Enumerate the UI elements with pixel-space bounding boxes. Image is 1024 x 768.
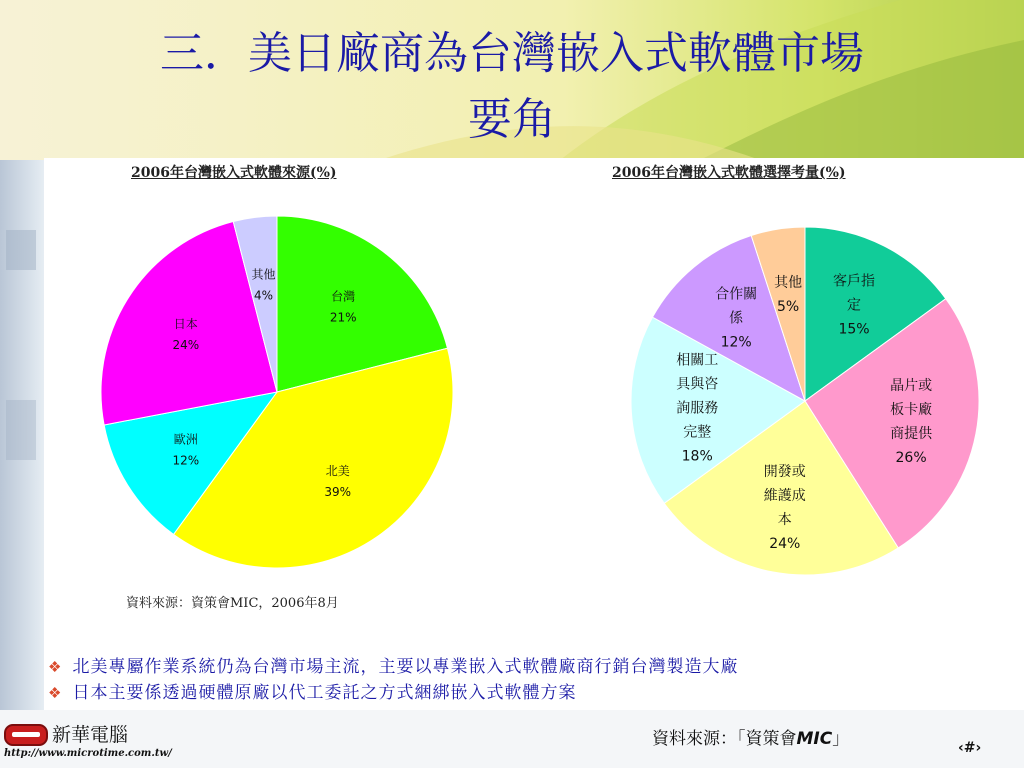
pie-slice-value: 39%	[324, 485, 352, 500]
pie-slice-value: 24%	[172, 337, 200, 352]
bullet-item	[44, 652, 738, 677]
pie-slice-value: 15%	[838, 321, 870, 338]
pie-slice-name: 日本	[173, 316, 198, 331]
footer-source-suffix: 」	[832, 729, 850, 749]
pie-slice-name: 台灣	[331, 289, 356, 304]
pie-slice-name: 板卡廠	[890, 402, 933, 419]
footer-source-mic: MIC	[796, 729, 833, 749]
bullet-marker-icon: ❖	[48, 658, 63, 676]
microtime-badge-icon	[4, 724, 48, 746]
pie-slice-name: 本	[777, 511, 792, 528]
company-name: 新華電腦	[52, 724, 129, 746]
pie-slice-name: 晶片或	[890, 378, 933, 395]
company-logo	[4, 720, 172, 766]
pie-slice-name: 客戶指	[833, 273, 876, 290]
bullet-marker-icon: ❖	[48, 684, 63, 702]
pie-slice-name: 維護成	[763, 487, 806, 504]
chart-source-note: 資料來源：資策會MIC，2006年8月	[126, 596, 339, 611]
pie-slice-value: 26%	[895, 450, 927, 467]
footer-source	[652, 724, 849, 749]
pie-slice-name: 相關工	[676, 352, 719, 369]
pie-slice-name: 商提供	[890, 426, 933, 443]
bullet-text: 北美專屬作業系統仍為台灣市場主流，主要以專業嵌入式軟體廠商行銷台灣製造大廠	[72, 657, 739, 677]
pie-slice-name: 詢服務	[676, 400, 719, 417]
pie-slice-label	[676, 352, 718, 465]
pie-slice-value: 12%	[172, 453, 200, 468]
pie-slice-value: 12%	[720, 334, 752, 351]
pie-slice-name: 其他	[251, 267, 276, 282]
pie-slice-name: 開發或	[763, 463, 806, 480]
bullet-text: 日本主要係透過硬體原廠以代工委託之方式綑綁嵌入式軟體方案	[72, 683, 577, 703]
pie-slice-name: 其他	[774, 275, 803, 292]
bullet-item	[44, 678, 576, 703]
chart2-title: 2006年台灣嵌入式軟體選擇考量(%)	[612, 165, 846, 181]
footer-source-prefix: 資料來源：「資策會	[652, 729, 797, 749]
pie-slice-name: 歐洲	[173, 432, 198, 447]
pie-slice-name: 完整	[683, 424, 712, 441]
pie-slice-name: 北美	[325, 464, 350, 479]
pie-slice-name: 係	[729, 310, 744, 327]
pie-slice-value: 5%	[776, 299, 800, 316]
pie-slice-name: 定	[847, 297, 862, 314]
pie-slice-value: 18%	[681, 448, 713, 465]
company-url: http://www.microtime.com.tw/	[4, 748, 172, 759]
page-number: ‹#›	[958, 740, 982, 756]
chart1-title: 2006年台灣嵌入式軟體來源(%)	[131, 165, 337, 181]
slide-title-line2: 要角	[468, 94, 556, 145]
pie-slice-value: 21%	[329, 310, 357, 325]
pie-slice-name: 合作關	[715, 286, 758, 303]
pie-slice-value: 24%	[769, 535, 801, 552]
pie-slice-name: 具與咨	[676, 376, 719, 393]
slide-title-line1: 三．美日廠商為台灣嵌入式軟體市場	[160, 28, 864, 79]
pie-slice-value: 4%	[253, 288, 273, 303]
